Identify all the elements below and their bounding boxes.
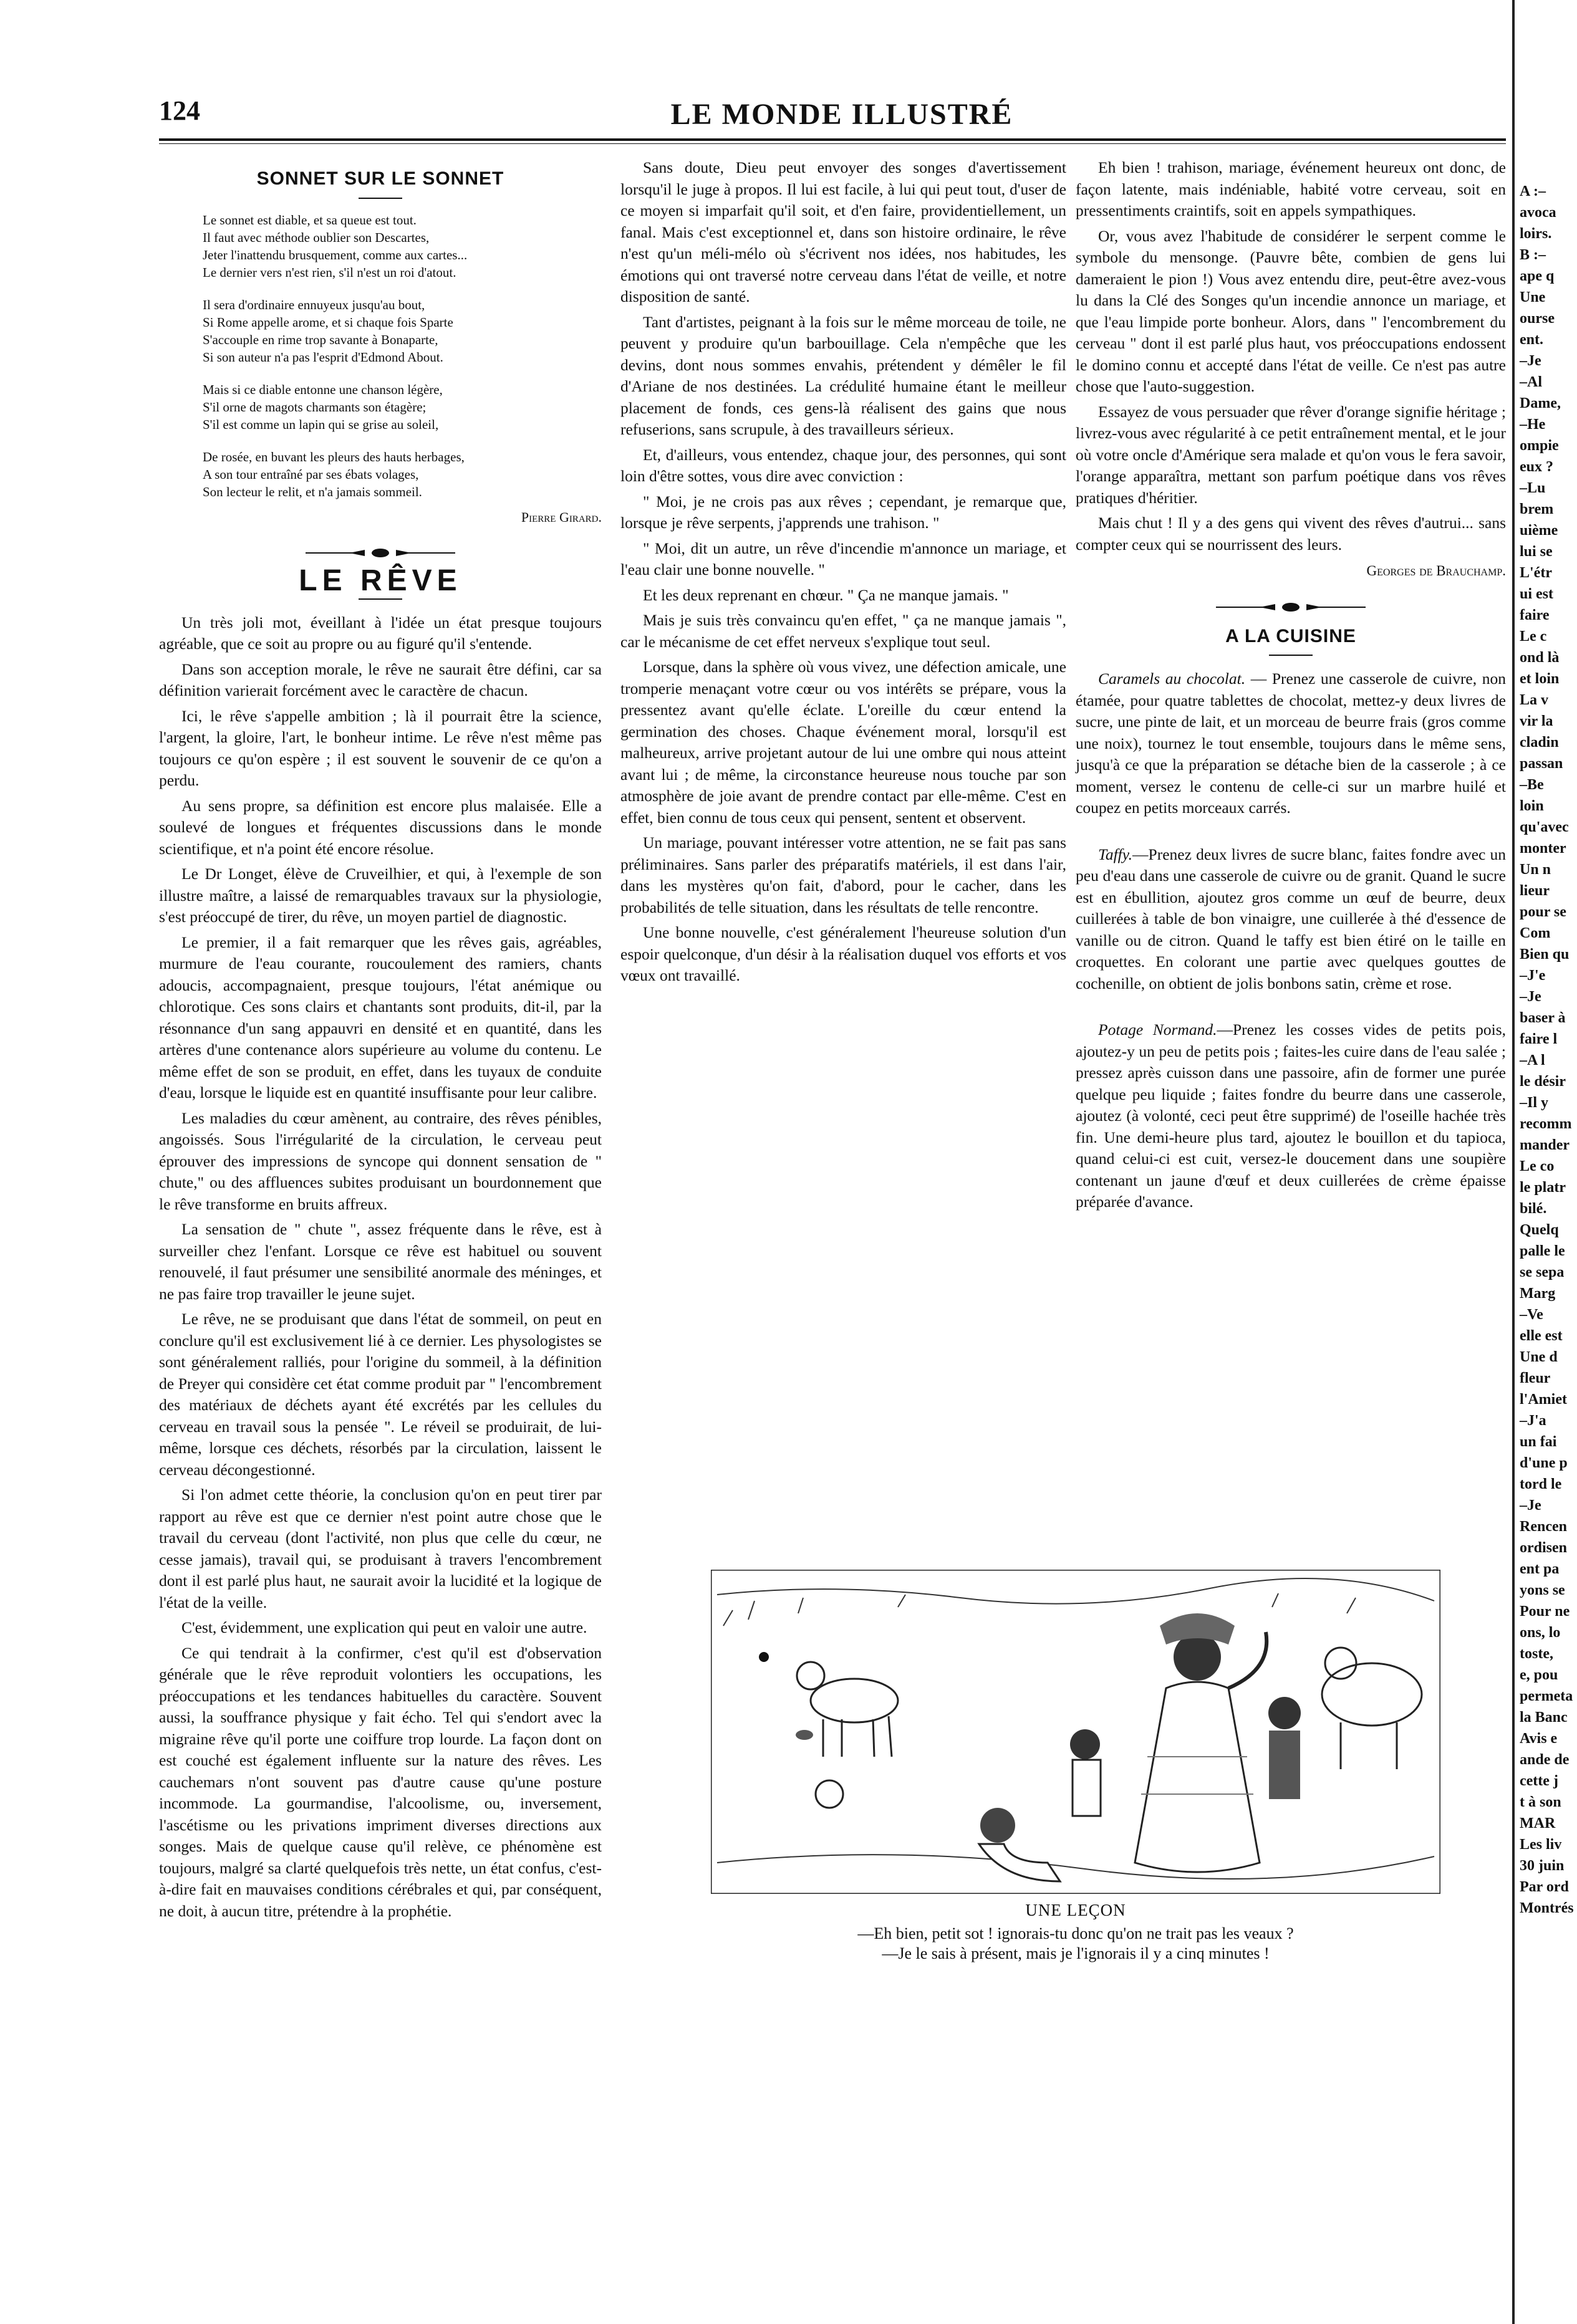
- article-paragraph: Une bonne nouvelle, c'est généralement l'heureuse solution d'un espoir quelconque, d'un désir à la réalisation duquel vos efforts et vos vœux ont travaillé.: [620, 923, 1066, 984]
- edge-fragment: 30 juin: [1520, 1858, 1565, 1874]
- edge-fragment: –Be: [1520, 777, 1544, 793]
- edge-fragment: Un n: [1520, 862, 1551, 878]
- edge-fragment: –A l: [1520, 1052, 1545, 1068]
- edge-fragment: brem: [1520, 501, 1554, 517]
- edge-fragment: –Je: [1520, 353, 1541, 369]
- article-paragraph: Eh bien ! trahison, mariage, événement heureux ont donc, de façon latente, mais indéniable, habité votre cerveau, soit en pressentiments craintifs, soit en appels sympathiques.: [1076, 158, 1506, 219]
- article-paragraph: Tant d'artistes, peignant à la fois sur le même morceau de toile, ne peuvent y produire qu'un barbouillage. Cela n'empêche que les devins, dont nous sommes envahis, prétendent y démêler le fil d'Ariane de nos destinées. La crédulité humaine étant le meilleur placement de fonds, ces gens-là réalisent des gains que nous refuserions, sans scrupule, à des travailleurs sérieux.: [620, 312, 1066, 438]
- article-paragraph: C'est, évidemment, une explication qui peut en valoir une autre.: [181, 1618, 587, 1636]
- column-2: [620, 157, 1066, 991]
- edge-fragment: Les liv: [1520, 1837, 1562, 1853]
- edge-fragment: L'étr: [1520, 565, 1552, 581]
- edge-fragment: ande de: [1520, 1752, 1570, 1768]
- poem-line: Il sera d'ordinaire ennuyeux jusqu'au bout,: [203, 297, 425, 312]
- edge-fragment: ent.: [1520, 332, 1543, 348]
- article-paragraph: Lorsque, dans la sphère où vous vivez, une défection amicale, une tromperie menaçant votre cœur ou vos intérêts se prépare, vous la pressentez avant qu'elle éclate. L'oreille du cœur entend la germination des choses. Chaque événement moral, lorsqu'il est malheureux, arrive projetant autour de lui une ombre qui nous atteint avant lui ; de même, la circonstance heureuse nous touche par son atmosphère de joie avant de prendre contact par elle-même. C'est en effet, bien connu de tous ceux qui pensent, sentent et observent.: [620, 658, 1066, 827]
- edge-fragment: permeta: [1520, 1688, 1573, 1704]
- sonnet-stanza: [203, 448, 602, 501]
- edge-fragment: –Al: [1520, 374, 1542, 390]
- article-paragraph: " Moi, je ne crois pas aux rêves ; cependant, je remarque que, lorsque je rêve serpents, j'apprends une trahison. ": [620, 492, 1066, 532]
- reve-title: LE RÊVE: [299, 564, 462, 597]
- poem-line: Son lecteur le relit, et n'a jamais sommeil.: [203, 484, 422, 499]
- article-paragraph: Un mariage, pouvant intéresser votre attention, ne se fait pas sans préliminaires. Sans parler des préparatifs matériels, il est dans l'air, dans les mystères qu'on fait, d'abord, pour le cacher, dans les probabilités de telle situation, dans les résultats de telle rencontre.: [620, 833, 1066, 916]
- edge-fragment: –Je: [1520, 1497, 1541, 1514]
- article-paragraph: Au sens propre, sa définition est encore plus malaisée. Elle a soulevé de longues et fréquentes discussions dans le monde scientifique, et n'a point été encore résolue.: [159, 796, 602, 858]
- article-paragraph: " Moi, dit un autre, un rêve d'incendie m'annonce un mariage, et l'eau clair une bonne nouvelle. ": [620, 539, 1066, 579]
- edge-fragment: mander: [1520, 1137, 1570, 1153]
- ornament-divider: [1216, 601, 1366, 613]
- edge-fragment: ui est: [1520, 586, 1553, 602]
- edge-fragment: Une: [1520, 289, 1546, 305]
- edge-fragment: Dame,: [1520, 395, 1561, 411]
- article-paragraph: Le premier, il a fait remarquer que les rêves gais, agréables, murmure de l'eau courante, roucoulement des ramiers, chants adoucis, accompagnaient, presque toujours, l'état anémique ou chlorotique. Ces sons clairs et chantants sont produits, dit-il, par la résonnance d'un sang appauvri en densité et en quantité, dans les artères d'une contenance alors supérieure au volume du contenu. Le même effet de son se produit, en effet, dans les tuyaux de conduite d'eau, lorsque le liquide est en quantité insuffisante pour leur calibre.: [159, 933, 602, 1102]
- edge-fragment: se sepa: [1520, 1264, 1565, 1280]
- edge-fragment: faire l: [1520, 1031, 1558, 1047]
- edge-fragment: Quelq: [1520, 1222, 1559, 1238]
- edge-fragment: ons, lo: [1520, 1625, 1561, 1641]
- edge-fragment: Pour ne: [1520, 1603, 1570, 1620]
- edge-fragment: recomm: [1520, 1116, 1572, 1132]
- edge-fragment: Avis e: [1520, 1731, 1558, 1747]
- poem-line: Jeter l'inattendu brusquement, comme aux cartes...: [203, 247, 468, 262]
- edge-fragment: uième: [1520, 522, 1558, 539]
- poem-line: Mais si ce diable entonne une chanson légère,: [203, 382, 443, 397]
- edge-fragment: –Il y: [1520, 1095, 1549, 1111]
- title-rule: [1269, 655, 1313, 656]
- sonnet-author: Pierre Girard.: [521, 509, 602, 525]
- ornament-divider: [306, 547, 455, 559]
- column-1: [159, 156, 602, 1926]
- edge-fragment: Le c: [1520, 628, 1547, 645]
- poem-line: Si Rome appelle arome, et si chaque fois Sparte: [203, 314, 453, 330]
- reve-text-part-1: [159, 612, 602, 1923]
- sonnet-stanza: [203, 381, 602, 433]
- article-paragraph: Ce qui tendrait à la confirmer, c'est qu'il est d'observation générale que le rêve reproduit volontiers les occupations, les préoccupations et les tendances habituelles du caractère. Souvent aussi, la souffrance physique y fait écho. Tel qui s'endort avec la migraine rêve qu'il porte une coiffure trop lourde. La façon dont on est couché est également influente sur la nature des rêves. Les cauchemars n'ont souvent pas d'autre cause qu'une posture incommode. La gourmandise, l'alcoolisme, ou, inversement, l'ascétisme ou les privations impriment diverses directions aux songes. Mais de quelque cause qu'il relève, ce phénomène est toujours, malgré sa clarté quelquefois très nette, un état confus, c'est-à-dire fait en mauvaises conditions cérébrales et qui, par conséquent, ne doit, à aucun titre, prétendre à la prophétie.: [159, 1643, 602, 1920]
- illustration-une-lecon: [711, 1570, 1440, 1894]
- recipe-name: Potage Normand.: [1098, 1020, 1217, 1039]
- edge-fragment: Rencen: [1520, 1519, 1567, 1535]
- edge-fragment: ape q: [1520, 268, 1555, 284]
- edge-fragment: tord le: [1520, 1476, 1562, 1492]
- edge-fragment: d'une p: [1520, 1455, 1568, 1471]
- poem-line: S'accouple en rime trop savante à Bonaparte,: [203, 332, 438, 347]
- edge-fragment: Par ord: [1520, 1879, 1569, 1895]
- header-rule: [159, 138, 1506, 141]
- edge-fragment: –He: [1520, 416, 1546, 433]
- edge-fragment: Une d: [1520, 1349, 1558, 1365]
- edge-fragment: le platr: [1520, 1179, 1566, 1196]
- recipe-name: Caramels au chocolat.: [1098, 670, 1246, 688]
- edge-fragment: avoca: [1520, 204, 1556, 221]
- edge-fragment: lui se: [1520, 544, 1553, 560]
- edge-fragment: le désir: [1520, 1073, 1566, 1090]
- edge-fragment: ordisen: [1520, 1540, 1568, 1556]
- edge-fragment: fleur: [1520, 1370, 1551, 1386]
- poem-line: Il faut avec méthode oublier son Descartes,: [203, 229, 430, 245]
- edge-fragment: –Ve: [1520, 1307, 1543, 1323]
- caption-line-2: —Je le sais à présent, mais je l'ignorais il y a cinq minutes !: [882, 1944, 1270, 1962]
- title-rule: [359, 198, 402, 199]
- poem-line: A son tour entraîné par ses ébats volages,: [203, 466, 419, 482]
- edge-fragment: baser à: [1520, 1010, 1566, 1026]
- edge-fragment: ompie: [1520, 438, 1559, 454]
- edge-fragment: la Banc: [1520, 1709, 1568, 1726]
- poem-line: Le sonnet est diable, et sa queue est tout.: [203, 212, 417, 228]
- edge-fragment: –Je: [1520, 989, 1541, 1005]
- edge-fragment: et loin: [1520, 671, 1560, 687]
- edge-fragment: ond là: [1520, 650, 1560, 666]
- article-paragraph: Essayez de vous persuader que rêver d'orange signifie héritage ; livrez-vous avec régularité à ce petit entraînement mental, et le jour où votre oncle d'Amérique sera malade et qu'on vous le fera savoir, l'orange apparaîtra, mettant son parfum poétique dans vos rêves pratiques d'héritier.: [1076, 402, 1506, 507]
- edge-fragment: loin: [1520, 798, 1544, 814]
- edge-fragment: passan: [1520, 756, 1563, 772]
- article-paragraph: Ici, le rêve s'appelle ambition ; là il pourrait être la science, l'argent, la gloire, l'art, le bonheur intime. Le rêve n'est même pas toujours ce qu'on espère ; il est souvent le souvenir de ce qu'on a perdu.: [159, 706, 602, 789]
- article-paragraph: Si l'on admet cette théorie, la conclusion qu'on en peut tirer par rapport au rêve est que ce dernier n'est point autre chose que le travail du cerveau (dont l'activité, non plus que celle du cœur, ne cesse jamais), travail qui, se produisant à travers l'encombrement dont il est parlé plus haut, ne saurait avoir la lucidité et la logique de l'état de la veille.: [159, 1486, 602, 1611]
- edge-fragment: Le co: [1520, 1158, 1555, 1174]
- article-paragraph: Les maladies du cœur amènent, au contraire, des rêves pénibles, angoissés. Sous l'irrégularité de la circulation, le cerveau peut éprouver des impressions de syncope qui donnent sensation de " chute," ou des affluences subites produisant un bourdonnement que le rêve transforme en bruits affreux.: [159, 1108, 602, 1213]
- edge-fragment: A :–: [1520, 183, 1546, 199]
- edge-fragment: Montrés: [1520, 1900, 1574, 1916]
- edge-fragment: Com: [1520, 925, 1551, 941]
- masthead: LE MONDE ILLUSTRÉ: [670, 98, 1013, 131]
- article-paragraph: Le Dr Longet, élève de Cruveilhier, et qui, à l'exemple de son illustre maître, a laissé de remarquables travaux sur la physiologie, s'est préoccupé de tirer, du rêve, un moyen partiel de diagnostic.: [159, 865, 602, 926]
- edge-fragment: elle est: [1520, 1328, 1563, 1344]
- reve-text-part-3: [1076, 157, 1506, 555]
- poem-line: De rosée, en buvant les pleurs des hauts herbages,: [203, 449, 465, 464]
- edge-fragment: cette j: [1520, 1773, 1558, 1789]
- article-paragraph: Or, vous avez l'habitude de considérer le serpent comme le symbole du mensonge. (Pauvre bête, combien de gens lui dameraient le pion !) Vous avez entendu dire, peut-être avez-vous lu dans la Clé des Songes qu'un incendie annonce un mariage, et que l'eau limpide porte bonheur. Alors, dans " l'encombrement du cerveau " dont il est parlé plus haut, vos préoccupations endossent le domino connu et accepté dans l'état de veille. Ce n'est pas autre chose que l'auto-suggestion.: [1076, 226, 1506, 395]
- poem-line: Le dernier vers n'est rien, s'il n'est un roi d'atout.: [203, 264, 456, 280]
- edge-fragment: yons se: [1520, 1582, 1565, 1598]
- edge-fragment: t à son: [1520, 1794, 1561, 1810]
- adjacent-page-edge: [1512, 0, 1577, 2324]
- article-paragraph: Mais je suis très convaincu qu'en effet, " ça ne manque jamais ", car le mécanisme de cet effet nerveux s'explique tout seul.: [620, 611, 1066, 651]
- edge-fragment: faire: [1520, 607, 1550, 623]
- poem-line: S'il est comme un lapin qui se grise au soleil,: [203, 416, 439, 432]
- sonnet-stanza: [203, 211, 602, 281]
- recipe-paragraph: [1076, 844, 1506, 995]
- edge-fragment: monter: [1520, 840, 1566, 857]
- reve-text-part-2: [620, 157, 1066, 987]
- article-paragraph: La sensation de " chute ", assez fréquente dans le rêve, est à surveiller chez l'enfant. Lorsque ce rêve est habituel ou souvent renouvelé, il faut présumer une sensibilité anormale des méninges, et ne pas faire trop travailler le jeune sujet.: [159, 1220, 602, 1303]
- poem-line: Si son auteur n'a pas l'esprit d'Edmond About.: [203, 349, 443, 365]
- sonnet-stanza: [203, 296, 602, 366]
- edge-fragment: –J'a: [1520, 1413, 1546, 1429]
- reve-author: Georges de Brauchamp.: [1366, 563, 1506, 579]
- edge-fragment: un fai: [1520, 1434, 1557, 1450]
- page-number: 124: [159, 95, 200, 126]
- edge-fragment: loirs.: [1520, 226, 1552, 242]
- edge-fragment: ent pa: [1520, 1561, 1560, 1577]
- article-paragraph: Et les deux reprenant en chœur. " Ça ne manque jamais. ": [643, 585, 1009, 604]
- column-3: [1076, 157, 1506, 1238]
- edge-fragment: toste,: [1520, 1646, 1553, 1662]
- recipe-paragraph: [1076, 1019, 1506, 1213]
- article-paragraph: Un très joli mot, éveillant à l'idée un état presque toujours agréable, que ce soit au propre ou au figuré qu'il s'entende.: [159, 613, 602, 653]
- recipe-name: Taffy.: [1098, 845, 1133, 863]
- edge-fragment: palle le: [1520, 1243, 1565, 1259]
- poem-line: S'il orne de magots charmants son étagère;: [203, 399, 427, 415]
- article-paragraph: Sans doute, Dieu peut envoyer des songes d'avertissement lorsqu'il le juge à propos. Il lui est facile, à lui qui peut tout, d'user de ce moyen si imparfait qu'il soit, et d'en faire, providentiellement, un fanal. Mais c'est exceptionnel et, dans son histoire ordinaire, le rêve n'est qu'un méli-mélo où s'écrivent nos idées, nos habitudes, les émotions qui ont traversé notre cerveau dans l'état de veille, et notre disposition de santé.: [620, 158, 1066, 305]
- sonnet-poem: [203, 211, 602, 501]
- sonnet-title: SONNET SUR LE SONNET: [256, 168, 504, 189]
- edge-fragment: bilé.: [1520, 1201, 1547, 1217]
- edge-fragment: –J'e: [1520, 968, 1546, 984]
- article-paragraph: Mais chut ! Il y a des gens qui vivent des rêves d'autrui... sans compter ceux qui se nourrissent des leurs.: [1076, 514, 1506, 554]
- edge-fragment: qu'avec: [1520, 819, 1569, 835]
- edge-fragment: e, pou: [1520, 1667, 1558, 1683]
- edge-fragment: l'Amiet: [1520, 1391, 1567, 1408]
- edge-fragment: B :–: [1520, 247, 1546, 263]
- edge-fragment: eux ?: [1520, 459, 1553, 475]
- illustration-caption: [705, 1900, 1447, 1964]
- edge-fragment: Marg: [1520, 1285, 1556, 1302]
- edge-fragment: pour se: [1520, 904, 1566, 920]
- recipe-text: — Prenez une casserole de cuivre, non étamée, pour quatre tablettes de chocolat, mettez-y deux livres de sucre, une pinte de lait, et un morceau de beurre frais (gros comme une noix), tournez le tout ensemble, toujours dans le même sens, jusqu'à ce que la préparation se détache bien de la casserole ; à ce moment, versez le contenu de celle-ci sur un marbre huilé et coupez en petits morceaux carrés.: [1076, 670, 1506, 817]
- recipe-paragraph: [1076, 668, 1506, 819]
- recipe-text: —Prenez deux livres de sucre blanc, faites fondre avec un peu d'eau dans une casserole de cuivre ou de granit. Quand le sucre est en ébullition, ajoutez gros comme un œuf de beurre, deux cuillerées à table de bon vinaigre, une cuillerée à thé d'essence de vanille ou de citron. Quand le taffy est bien étiré on le taille en croquettes. En colorant une partie avec quelques gouttes de cochenille, on obtient de jolis bonbons satin, crème et rose.: [1076, 845, 1506, 992]
- edge-fragment: MAR: [1520, 1815, 1556, 1832]
- edge-fragment: La v: [1520, 692, 1549, 708]
- recipe-text: —Prenez les cosses vides de petits pois, ajoutez-y un peu de petits pois ; faites-les cuire dans de l'eau salée ; pressez après cuisson dans une passoire, afin de former une purée quelque peu liquide ; faites fondre du beurre dans une casserole, ajoutez (à volonté, ceci peut être supprimé) de l'oseille hachée très fin. Une demi-heure plus tard, ajoutez le bouillon et du tapioca, quand celui-ci est cuit, versez-le doucement dans une soupière contenant un jaune d'œuf et deux cuillerées de crème épaisse préparée d'avance.: [1076, 1020, 1507, 1211]
- article-paragraph: Le rêve, ne se produisant que dans l'état de sommeil, on peut en conclure qu'il est exclusivement lié à ce dernier. Les physologistes se sont généralement ralliés, pour l'origine du sommeil, à la définition de Preyer qui considère cet état comme produit par " l'encombrement des matériaux de déchets ayant été excrétés par les cellules du cerveau en travail sous la pensée ". Le réveil se produirait, de lui-même, lorsque ces déchets, résorbés par la circulation, laissent le cerveau décongestionné.: [159, 1310, 602, 1479]
- header-rule-thin: [159, 143, 1506, 144]
- edge-fragment: ourse: [1520, 310, 1555, 327]
- recipe-list: [1076, 668, 1506, 1213]
- caption-line-1: —Eh bien, petit sot ! ignorais-tu donc qu'on ne trait pas les veaux ?: [857, 1924, 1294, 1942]
- caption-title: UNE LEÇON: [1025, 1901, 1126, 1919]
- article-paragraph: Dans son acception morale, le rêve ne saurait être défini, car sa définition varierait forcément avec le caractère de chacun.: [159, 660, 602, 699]
- edge-fragment: Bien qu: [1520, 946, 1570, 963]
- edge-fragment: vir la: [1520, 713, 1553, 729]
- edge-fragment: –Lu: [1520, 480, 1546, 496]
- edge-fragment: cladin: [1520, 734, 1559, 751]
- edge-fragment: lieur: [1520, 883, 1550, 899]
- article-paragraph: Et, d'ailleurs, vous entendez, chaque jour, des personnes, qui sont loin d'être sottes, vous dire avec conviction :: [620, 445, 1066, 485]
- title-rule: [359, 598, 402, 600]
- cuisine-title: A LA CUISINE: [1225, 625, 1356, 646]
